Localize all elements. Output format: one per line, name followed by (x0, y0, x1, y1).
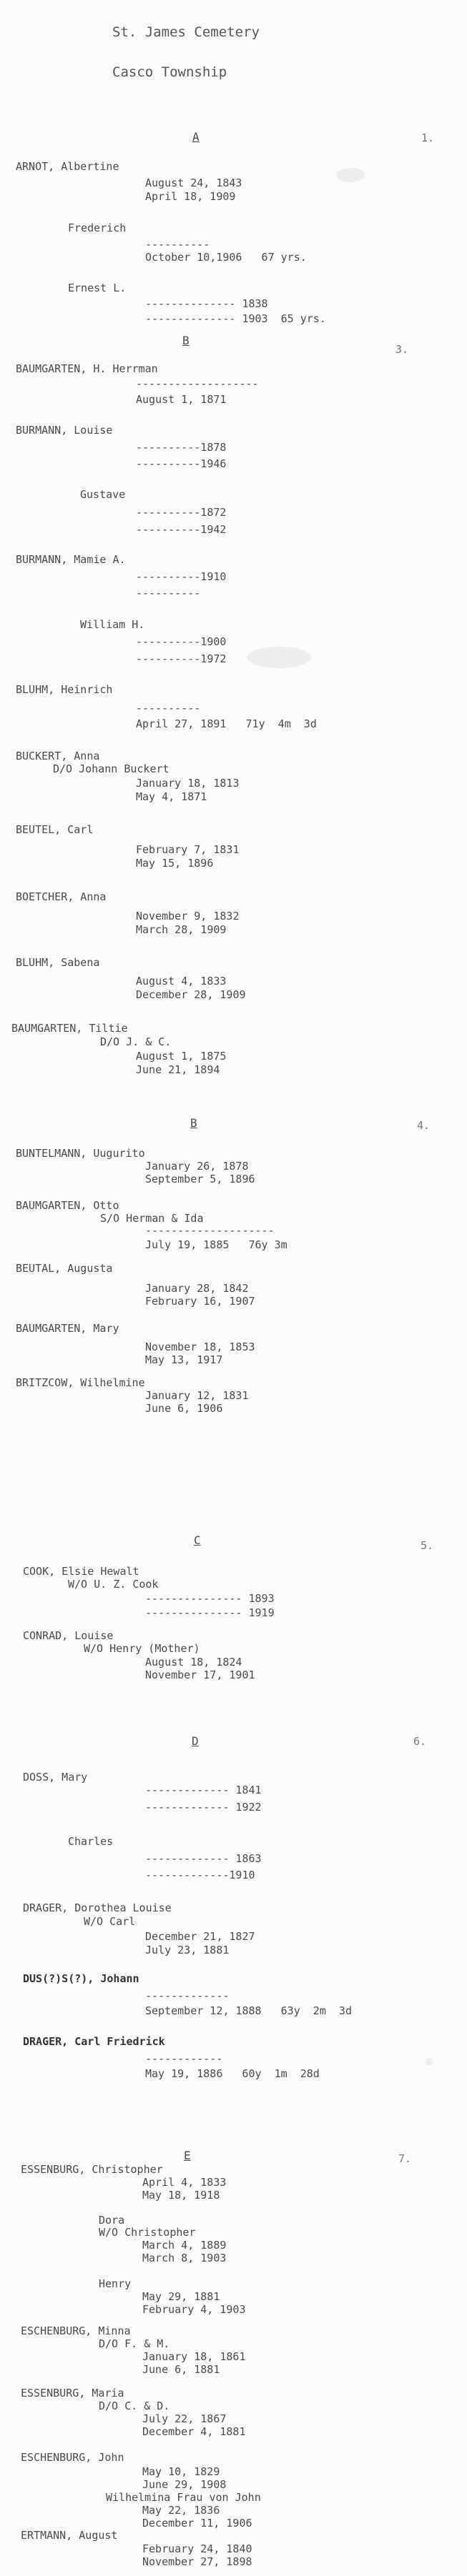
entry-relation: W/O Christopher (99, 2226, 196, 2239)
entry-name: ARNOT, Albertine (16, 160, 119, 173)
entry-name: ESSENBURG, Christopher (21, 2163, 163, 2176)
section-b2-heading: B (190, 1116, 197, 1130)
entry-dash: ------------ (145, 2052, 223, 2065)
entry-date: February 16, 1907 (145, 1295, 255, 1308)
entry-relation: W/O Carl (84, 1915, 136, 1928)
entry-date: ----------1946 (136, 457, 227, 470)
entry-name: BEUTAL, Augusta (16, 1262, 113, 1275)
entry-date: ----------1972 (136, 652, 227, 665)
entry-date: August 4, 1833 (136, 975, 227, 988)
entry-name: Dora (99, 2214, 125, 2227)
entry-date: ----------1910 (136, 570, 227, 583)
entry-dash: ---------- (136, 702, 201, 715)
page-number-5: 5. (421, 1539, 434, 1552)
entry-date: April 4, 1833 (142, 2176, 227, 2189)
entry-date: November 9, 1832 (136, 910, 240, 923)
entry-name: DRAGER, Dorothea Louise (23, 1901, 172, 1914)
entry-date: -------------1910 (145, 1869, 255, 1881)
entry-name: BLUHM, Sabena (16, 956, 100, 969)
entry-date: -------------- 1903 65 yrs. (145, 312, 326, 325)
page-number-3: 3. (395, 343, 409, 356)
page-number-4: 4. (417, 1119, 431, 1132)
entry-date: ------------- 1841 (145, 1784, 262, 1796)
entry-name: BLUHM, Heinrich (16, 683, 113, 696)
entry-date: January 18, 1813 (136, 777, 240, 790)
cemetery-title: St. James Cemetery (112, 24, 260, 40)
entry-date: January 28, 1842 (145, 1282, 249, 1295)
scan-smudge (336, 168, 365, 182)
entry-date: May 18, 1918 (142, 2189, 220, 2202)
entry-date: July 23, 1881 (145, 1944, 230, 1956)
entry-name: CONRAD, Louise (23, 1629, 114, 1642)
section-b-heading: B (182, 334, 190, 347)
page-number-6: 6. (413, 1735, 427, 1748)
entry-name: BUNTELMANN, Uugurito (16, 1147, 145, 1160)
entry-dash: ---------- (136, 587, 201, 600)
entry-date: ----------1872 (136, 506, 227, 519)
entry-relation: W/O U. Z. Cook (68, 1578, 159, 1591)
entry-date: May 19, 1886 60y 1m 28d (145, 2067, 320, 2080)
entry-name: Ernest L. (68, 282, 127, 294)
entry-relation: D/O Johann Buckert (53, 762, 169, 775)
entry-name: BURMANN, Mamie A. (16, 553, 126, 566)
entry-name: BRITZCOW, Wilhelmine (16, 1376, 145, 1389)
entry-date: ----------1900 (136, 635, 227, 648)
entry-date: ----------1942 (136, 523, 227, 536)
entry-date: May 10, 1829 (142, 2465, 220, 2478)
entry-name: BAUMGARTEN, Tiltie (11, 1022, 128, 1035)
entry-date: June 6, 1906 (145, 1402, 223, 1415)
entry-date: December 28, 1909 (136, 988, 246, 1001)
entry-date: June 29, 1908 (142, 2478, 227, 2491)
entry-name: Gustave (80, 488, 126, 501)
entry-date: April 18, 1909 (145, 190, 236, 203)
entry-relation: D/O F. & M. (99, 2337, 170, 2350)
page-number-7: 7. (398, 2152, 412, 2165)
entry-date: August 18, 1824 (145, 1656, 242, 1669)
entry-date: December 21, 1827 (145, 1930, 255, 1943)
entry-date: ----------1878 (136, 441, 227, 454)
entry-date: February 7, 1831 (136, 843, 240, 856)
entry-date: August 24, 1843 (145, 176, 242, 189)
entry-date: ------------- 1863 (145, 1852, 262, 1865)
entry-date: October 10,1906 67 yrs. (145, 251, 307, 264)
entry-date: May 4, 1871 (136, 790, 207, 803)
entry-date: September 12, 1888 63y 2m 3d (145, 2004, 352, 2017)
entry-name: COOK, Elsie Hewalt (23, 1565, 139, 1578)
entry-name: BURMANN, Louise (16, 424, 113, 437)
entry-relation: D/O J. & C. (100, 1035, 172, 1048)
entry-name: Wilhelmina Frau von John (106, 2491, 261, 2504)
section-a-heading: A (192, 130, 200, 144)
entry-date: September 5, 1896 (145, 1173, 255, 1185)
entry-name: BAUMGARTEN, Mary (16, 1322, 119, 1335)
entry-dash: ------------------- (136, 377, 259, 390)
entry-date: May 22, 1836 (142, 2504, 220, 2517)
entry-date: June 6, 1881 (142, 2363, 220, 2376)
entry-date: May 13, 1917 (145, 1353, 223, 1366)
entry-date: June 21, 1894 (136, 1063, 220, 1076)
entry-date: August 1, 1875 (136, 1050, 227, 1063)
entry-name: BUCKERT, Anna (16, 750, 100, 762)
entry-date: January 12, 1831 (145, 1389, 249, 1402)
scan-smudge (247, 647, 311, 668)
entry-relation: W/O Henry (Mother) (84, 1642, 200, 1655)
section-e-heading: E (184, 2149, 191, 2162)
entry-date: March 4, 1889 (142, 2239, 227, 2252)
township-title: Casco Township (112, 64, 227, 80)
entry-dash: ------------- (145, 1989, 230, 2002)
entry-date: March 8, 1903 (142, 2252, 227, 2264)
entry-date: March 28, 1909 (136, 923, 227, 936)
entry-name: William H. (80, 618, 145, 631)
entry-relation: D/O C. & D. (99, 2400, 170, 2412)
entry-name: ESCHENBURG, Minna (21, 2324, 131, 2337)
entry-date: January 18, 1861 (142, 2350, 246, 2363)
scan-smudge (426, 2058, 433, 2065)
entry-date: February 24, 1840 (142, 2542, 252, 2555)
entry-date: January 26, 1878 (145, 1160, 249, 1173)
section-c-heading: C (194, 1533, 201, 1547)
entry-date: February 4, 1903 (142, 2303, 246, 2316)
entry-date: August 1, 1871 (136, 393, 227, 406)
entry-name: Henry (99, 2277, 132, 2290)
entry-date: December 4, 1881 (142, 2425, 246, 2438)
entry-name: BEUTEL, Carl (16, 823, 94, 836)
entry-date: November 27, 1898 (142, 2555, 252, 2568)
entry-dash: ---------- (145, 238, 210, 251)
entry-date: --------------- 1893 (145, 1592, 275, 1605)
entry-name: ESSENBURG, Maria (21, 2387, 124, 2400)
entry-name: BAUMGARTEN, H. Herrman (16, 362, 158, 375)
entry-name: DOSS, Mary (23, 1771, 88, 1784)
page-number-1: 1. (421, 131, 435, 144)
entry-dash: -------------------- (145, 1224, 275, 1237)
entry-date: May 15, 1896 (136, 857, 214, 870)
entry-date: December 11, 1906 (142, 2517, 252, 2530)
entry-date: -------------- 1838 (145, 297, 268, 310)
entry-name: BOETCHER, Anna (16, 890, 107, 903)
entry-name: Charles (68, 1835, 114, 1848)
entry-name: ERTMANN, August (21, 2529, 118, 2542)
entry-date: July 19, 1885 76y 3m (145, 1238, 287, 1251)
entry-name: BAUMGARTEN, Otto (16, 1199, 119, 1212)
entry-date: May 29, 1881 (142, 2290, 220, 2303)
entry-date: November 17, 1901 (145, 1669, 255, 1681)
entry-date: April 27, 1891 71y 4m 3d (136, 717, 317, 730)
entry-relation: S/O Herman & Ida (100, 1212, 204, 1225)
entry-name: Frederich (68, 222, 127, 234)
entry-date: ------------- 1922 (145, 1801, 262, 1814)
entry-name: DRAGER, Carl Friedrick (23, 2035, 165, 2048)
entry-date: November 18, 1853 (145, 1341, 255, 1353)
entry-name: ESCHENBURG, John (21, 2451, 124, 2464)
entry-date: --------------- 1919 (145, 1606, 275, 1619)
entry-date: July 22, 1867 (142, 2412, 227, 2425)
entry-name: DUS(?)S(?), Johann (23, 1972, 139, 1985)
section-d-heading: D (192, 1734, 199, 1748)
